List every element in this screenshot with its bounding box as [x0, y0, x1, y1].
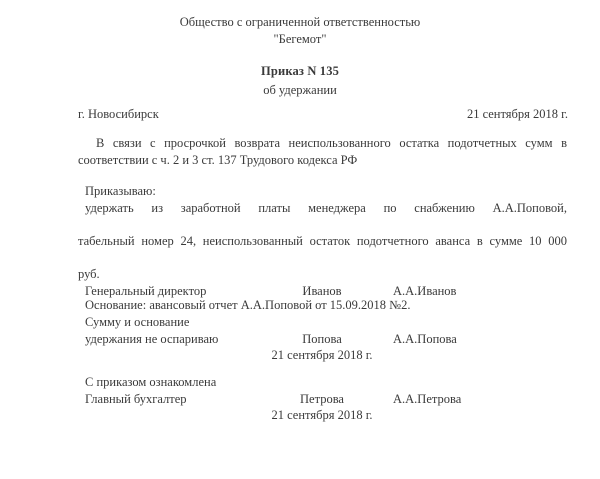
- signatory-fullname-accountant: А.А.Петрова: [393, 391, 462, 406]
- document-place: г. Новосибирск: [78, 107, 159, 121]
- signature-row: [85, 331, 555, 348]
- document-header: [0, 14, 600, 47]
- preamble-paragraph: В связи с просрочкой возврата неиспользованного остатка подотчетных сумм в соответствии с ч. 2 и 3 ст. 137 Трудового кодекса РФ: [78, 136, 567, 167]
- order-number-title: Приказ N 135: [261, 64, 339, 78]
- document-date: 21 сентября 2018 г.: [466, 107, 568, 121]
- order-text-line-2: табельный номер 24, неиспользованный остаток подотчетного аванса в сумме 10 000: [78, 233, 567, 248]
- company-name-line-1: Общество с ограниченной ответственностью: [179, 15, 421, 29]
- signature-mark-accountant: Петрова: [300, 391, 344, 406]
- signature-mark-employee: Попова: [302, 331, 342, 346]
- signature-block-accountant: [85, 374, 555, 424]
- signature-date-accountant: 21 сентября 2018 г.: [271, 408, 373, 422]
- order-title-block: [0, 63, 600, 98]
- order-verb: Приказываю:: [85, 184, 156, 198]
- basis-paragraph: Основание: авансовый отчет А.А.Поповой от 15.09.2018 №2.: [85, 298, 411, 312]
- acknowledgement-label-accountant: С приказом ознакомлена: [85, 375, 217, 389]
- signature-row: [85, 391, 555, 408]
- acknowledgement-label-employee: Сумму и основание: [85, 315, 190, 329]
- signature-block-director: [85, 283, 555, 300]
- order-text-line-1: удержать из заработной платы менеджера по снабжению А.А.Поповой,: [85, 200, 567, 215]
- signatory-fullname-employee: А.А.Попова: [393, 331, 457, 346]
- signatory-role-director: Генеральный директор: [85, 284, 207, 298]
- signature-row: [85, 283, 555, 300]
- signatory-role-employee: удержания не оспариваю: [85, 331, 219, 346]
- order-text-line-3: руб.: [78, 266, 100, 281]
- order-subject: об удержании: [263, 82, 337, 97]
- signatory-role-accountant: Главный бухгалтер: [85, 391, 187, 406]
- company-name-line-2: "Бегемот": [273, 31, 327, 46]
- signature-mark-director: Иванов: [302, 284, 342, 298]
- signatory-fullname-director: А.А.Иванов: [393, 284, 457, 298]
- signature-block-employee: [85, 314, 555, 364]
- signature-date-employee: 21 сентября 2018 г.: [271, 348, 373, 362]
- place-date-row: [78, 106, 568, 123]
